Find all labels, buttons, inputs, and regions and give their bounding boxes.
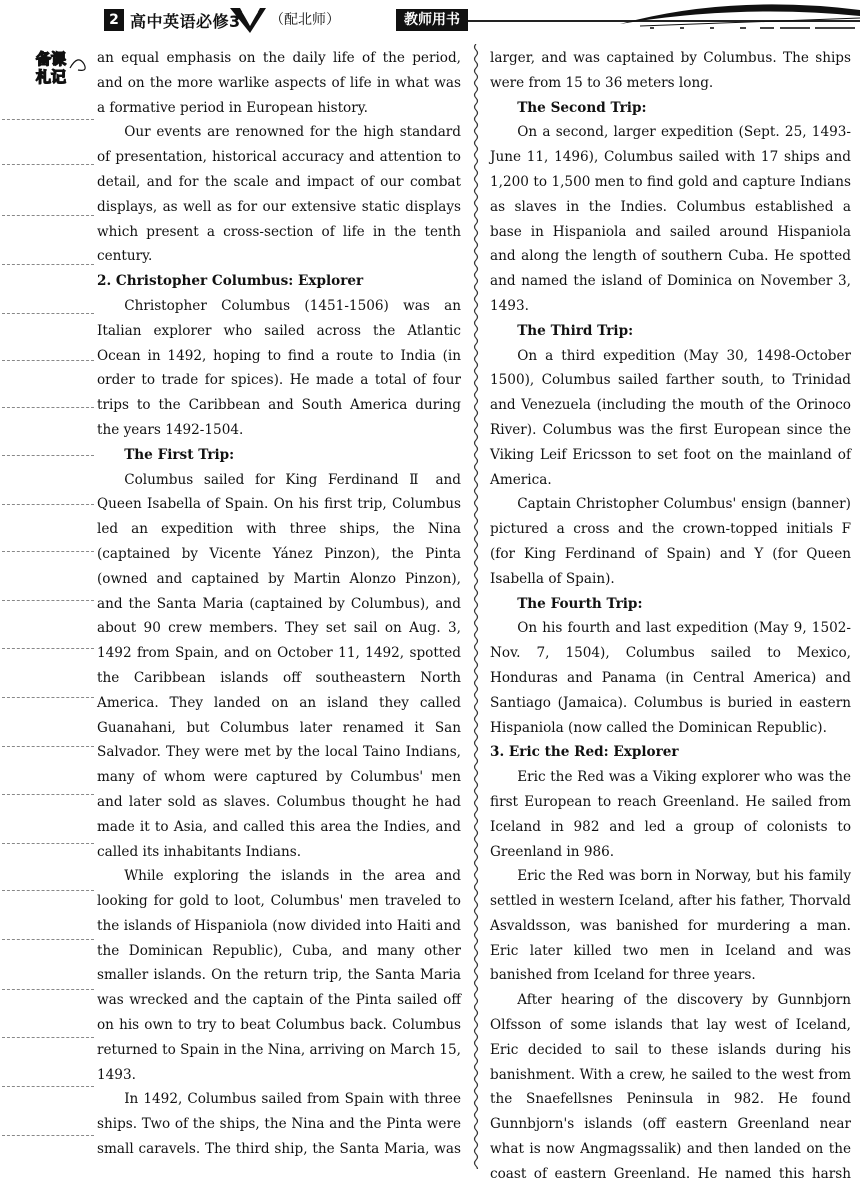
book-title: 高中英语必修3 xyxy=(130,12,241,31)
book-type-badge: 教师用书 xyxy=(396,9,468,31)
page-number: 2 xyxy=(104,9,124,31)
paragraph: On a second, larger expedition (Sept. 25, 1493-June 11, 1496), Columbus sailed with 17 ships and 1,200 to 1,500 men to find gold and capture Indians as slaves in the Indies. Columbus established a base in Hispaniola and sailed around Hispaniola and along the length of southern Cuba. He spotted and named the island of Dominica on November 3, 1493. xyxy=(490,124,851,314)
subsection-heading: The Second Trip: xyxy=(517,99,647,116)
paragraph: In 1492, Columbus sailed from Spain with three ships. Two of the ships, the Nina and the Pinta were small caravels. The third ship, the Santa Maria, was xyxy=(97,1091,461,1158)
chevron-ornament-icon xyxy=(228,6,268,34)
edition-label: （配北师） xyxy=(270,12,340,28)
paragraph: Captain Christopher Columbus' ensign (banner) pictured a cross and the crown-topped initials F (for King Ferdinand of Spain) and Y (for Queen Isabella of Spain). xyxy=(490,496,851,587)
left-text-column xyxy=(97,46,461,1162)
subsection-heading: The Fourth Trip: xyxy=(517,595,643,612)
page-header xyxy=(0,0,860,34)
svg-text:备课: 备课 xyxy=(36,50,67,68)
section-heading: 2. Christopher Columbus: Explorer xyxy=(97,273,364,290)
paragraph: Columbus sailed for King Ferdinand Ⅱ and Queen Isabella of Spain. On his first trip, Columbus led an expedition with three ships, the Nina (captained by Vicente Yánez Pinzon), the Pinta (owned and captained by Martin Alonzo Pinzon), and the Santa Maria (captained by Columbus), and about 90 crew members. They set sail on Aug. 3, 1492 from Spain, and on October 11, 1492, spotted the Caribbean islands off southeastern North America. They landed on an island they called Guanahani, but Columbus later renamed it San Salvador. They were met by the local Taino Indians, many of whom were captured by Columbus' men and later sold as slaves. Columbus thought he had made it to Asia, and called this area the Indies, and called its inhabitants Indians. xyxy=(97,471,461,860)
right-text-column xyxy=(490,46,851,1187)
column-divider xyxy=(472,44,480,1169)
section-heading: 3. Eric the Red: Explorer xyxy=(490,744,679,761)
paragraph: Christopher Columbus (1451-1506) was an Italian explorer who sailed across the Atlantic Ocean in 1492, hoping to find a route to India (in order to trade for spices). He made a total of four trips to the Caribbean and South America during the years 1492-1504. xyxy=(97,297,461,438)
svg-text:札记: 札记 xyxy=(36,68,67,86)
subsection-heading: The Third Trip: xyxy=(517,322,634,339)
subsection-heading: The First Trip: xyxy=(124,446,235,463)
paragraph: After hearing of the discovery by Gunnbjorn Olfsson of some islands that lay west of Iceland, Eric decided to sail to these islands during his banishment. With a crew, he sailed to the west from the Snaefellsnes Peninsula in 982. He found Gunnbjorn's islands (off eastern Greenland near what is now Angmagssalik) and then landed on the coast of eastern Greenland. He named this harsh xyxy=(490,992,851,1182)
paragraph: On his fourth and last expedition (May 9, 1502-Nov. 7, 1504), Columbus sailed to Mexico, Honduras and Panama (in Central America) and Santiago (Jamaica). Columbus is buried in eastern Hispaniola (now called the Dominican Republic). xyxy=(490,620,851,736)
paragraph: Eric the Red was born in Norway, but his family settled in western Iceland, after his father, Thorvald Asvaldsson, was banished for murdering a man. Eric later killed two men in Iceland and was banished from Iceland for three years. xyxy=(490,868,851,984)
paragraph: larger, and was captained by Columbus. The ships were from 15 to 36 meters long. xyxy=(490,50,851,91)
paragraph: Eric the Red was a Viking explorer who was the first European to reach Greenland. He sailed from Iceland in 982 and led a group of colonists to Greenland in 986. xyxy=(490,769,851,860)
lesson-notes-logo-icon xyxy=(34,48,96,86)
paragraph: While exploring the islands in the area and looking for gold to loot, Columbus' men traveled to the islands of Hispaniola (now divided into Haiti and the Dominican Republic), Cuba, and many other smaller islands. On the return trip, the Santa Maria was wrecked and the captain of the Pinta sailed off on his own to try to beat Columbus back. Columbus returned to Spain in the Nina, arriving on March 15, 1493. xyxy=(97,868,461,1083)
header-swoosh-ornament-icon xyxy=(610,2,860,32)
paragraph: Our events are renowned for the high standard of presentation, historical accuracy and attention to detail, and for the scale and impact of our combat displays, as well as for our extensive static displays which present a cross-section of life in the tenth century. xyxy=(97,124,461,265)
paragraph: an equal emphasis on the daily life of the period, and on the more warlike aspects of life in what was a formative period in European history. xyxy=(97,50,461,116)
paragraph: On a third expedition (May 30, 1498-October 1500), Columbus sailed farther south, to Trinidad and Venezuela (including the mouth of the Orinoco River). Columbus was the first European since the Viking Leif Ericsson to set foot on the mainland of America. xyxy=(490,347,851,488)
